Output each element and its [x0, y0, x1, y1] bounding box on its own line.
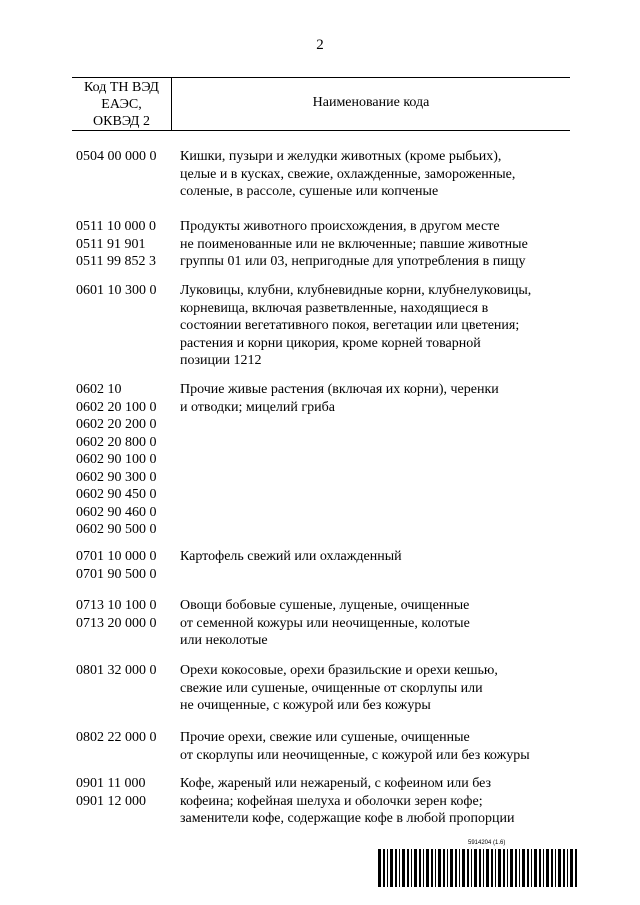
row-description: [180, 381, 572, 416]
barcode-bar: [527, 849, 529, 887]
description-line: Прочие орехи, свежие или сушеные, очищенные: [180, 730, 470, 745]
barcode-bar: [558, 849, 561, 887]
barcode-bar: [519, 849, 520, 887]
tnved-code: 0701 10 000 0: [76, 549, 157, 564]
header-code-line: ЕАЭС,: [101, 97, 142, 112]
row-codes: [76, 597, 180, 632]
description-line: Кишки, пузыри и желудки животных (кроме рыбьих),: [180, 149, 502, 164]
barcode-bar: [563, 849, 565, 887]
barcode-bar: [438, 849, 441, 887]
barcode-bar: [510, 849, 513, 887]
barcode-bar: [419, 849, 421, 887]
tnved-code: 0602 20 100 0: [76, 399, 157, 415]
barcode-bar: [435, 849, 436, 887]
barcode-bar: [479, 849, 481, 887]
barcode-bar: [474, 849, 477, 887]
barcode-bar: [491, 849, 493, 887]
description-line: Орехи кокосовые, орехи бразильские и орехи кешью,: [180, 663, 498, 678]
description-line: не очищенные, с кожурой или без кожуры: [180, 698, 431, 713]
barcode-bar: [395, 849, 397, 887]
barcode-bar: [402, 849, 405, 887]
description-line: целые и в кусках, свежие, охлажденные, замороженные,: [180, 166, 516, 182]
tnved-code: 0901 12 000: [76, 793, 146, 809]
row-description: [180, 775, 572, 828]
tnved-code: 0602 90 450 0: [76, 487, 157, 502]
barcode-label: 5914204 (1.6): [468, 840, 506, 846]
description-line: состоянии вегетативного покоя, вегетации или цветения;: [180, 318, 520, 333]
description-line: Луковицы, клубни, клубневидные корни, клубнелуковицы,: [180, 283, 532, 298]
description-line: растения и корни цикория, кроме корней товарной: [180, 335, 481, 351]
barcode-bar: [423, 849, 424, 887]
barcode-bar: [551, 849, 553, 887]
tnved-code: 0602 10: [76, 382, 122, 397]
description-line: от семенной кожуры или неочищенные, колотые: [180, 615, 470, 631]
barcode-bar: [495, 849, 496, 887]
header-top-rule: [72, 77, 570, 78]
tnved-code: 0602 90 100 0: [76, 452, 157, 467]
tnved-code: 0901 11 000: [76, 776, 146, 791]
barcode-bar: [443, 849, 445, 887]
barcode-bar: [486, 849, 489, 887]
barcode-bar: [399, 849, 400, 887]
tnved-code: 0713 10 100 0: [76, 598, 157, 613]
row-description: [180, 662, 572, 715]
barcode-bar: [570, 849, 573, 887]
barcode-bar: [539, 849, 541, 887]
row-description: [180, 548, 572, 566]
barcode-bar: [455, 849, 457, 887]
tnved-code: 0701 90 500 0: [76, 566, 157, 582]
description-line: заменители кофе, содержащие кофе в любой пропорции: [180, 811, 515, 826]
barcode-bar: [483, 849, 484, 887]
page-number: 2: [316, 37, 324, 53]
tnved-code: 0504 00 000 0: [76, 149, 157, 164]
header-name-column: Наименование кода: [312, 95, 430, 110]
barcode-bar: [450, 849, 453, 887]
header-bottom-rule: [72, 130, 570, 131]
row-codes: [76, 282, 180, 300]
barcode-bar: [575, 849, 577, 887]
barcode-bar: [471, 849, 472, 887]
barcode-bar: [498, 849, 501, 887]
row-codes: [76, 775, 180, 810]
tnved-code: 0602 20 200 0: [76, 417, 157, 432]
description-line: свежие или сушеные, очищенные от скорлупы или: [180, 680, 483, 696]
description-line: Кофе, жареный или нежареный, с кофеином или без: [180, 776, 492, 791]
tnved-code: 0713 20 000 0: [76, 615, 157, 631]
row-codes: [76, 729, 180, 747]
description-line: корневища, включая разветвленные, находящиеся в: [180, 300, 489, 316]
barcode-bar: [531, 849, 532, 887]
barcode-bar: [378, 849, 381, 887]
tnved-code: 0802 22 000 0: [76, 730, 157, 745]
row-codes: [76, 662, 180, 680]
row-codes: [76, 381, 180, 539]
barcode-bar: [567, 849, 568, 887]
description-line: соленые, в рассоле, сушеные или копченые: [180, 184, 439, 199]
description-line: Прочие живые растения (включая их корни), черенки: [180, 382, 499, 397]
row-codes: [76, 218, 180, 271]
description-line: Продукты животного происхождения, в другом месте: [180, 219, 500, 234]
row-description: [180, 282, 572, 370]
barcode-bar: [546, 849, 549, 887]
barcode-bar: [467, 849, 469, 887]
tnved-code: 0602 20 800 0: [76, 434, 157, 450]
barcode-bar: [459, 849, 460, 887]
barcode-bar: [414, 849, 417, 887]
tnved-code: 0601 10 300 0: [76, 283, 157, 298]
barcode-bar: [383, 849, 385, 887]
barcode-bar: [447, 849, 448, 887]
row-description: [180, 218, 572, 271]
barcode-bar: [411, 849, 412, 887]
description-line: не поименованные или не включенные; павшие животные: [180, 236, 528, 252]
row-description: [180, 148, 572, 201]
tnved-code: 0511 10 000 0: [76, 219, 156, 234]
tnved-code: 0602 90 460 0: [76, 504, 157, 520]
barcode-bar: [431, 849, 433, 887]
barcode-bar: [503, 849, 505, 887]
barcode-bar: [407, 849, 409, 887]
barcode-bar: [426, 849, 429, 887]
header-code-line: Код ТН ВЭД: [84, 80, 159, 95]
barcode-bar: [543, 849, 544, 887]
description-line: кофеина; кофейная шелуха и оболочки зерен кофе;: [180, 793, 483, 809]
tnved-code: 0801 32 000 0: [76, 663, 157, 678]
description-line: группы 01 или 03, непригодные для употребления в пищу: [180, 254, 526, 269]
header-code-line: ОКВЭД 2: [93, 114, 150, 129]
tnved-code: 0511 91 901: [76, 236, 146, 252]
description-line: и отводки; мицелий гриба: [180, 399, 335, 415]
barcode-bar: [390, 849, 393, 887]
barcode-bar: [555, 849, 556, 887]
barcode: [378, 840, 580, 890]
header-code-column: [72, 79, 171, 130]
barcode-bar: [515, 849, 517, 887]
description-line: Овощи бобовые сушеные, лущеные, очищенные: [180, 598, 470, 613]
row-description: [180, 597, 572, 650]
row-codes: [76, 148, 180, 166]
barcode-bar: [507, 849, 508, 887]
row-codes: [76, 548, 180, 583]
barcode-bar: [387, 849, 388, 887]
tnved-code: 0602 90 500 0: [76, 522, 157, 537]
barcode-bar: [534, 849, 537, 887]
barcode-image: [378, 849, 580, 887]
description-line: или неколотые: [180, 633, 268, 648]
description-line: от скорлупы или неочищенные, с кожурой или без кожуры: [180, 747, 530, 763]
row-description: [180, 729, 572, 764]
description-line: позиции 1212: [180, 353, 262, 368]
description-line: Картофель свежий или охлажденный: [180, 549, 402, 564]
barcode-bar: [522, 849, 525, 887]
tnved-code: 0511 99 852 3: [76, 254, 156, 269]
tnved-code: 0602 90 300 0: [76, 469, 157, 485]
barcode-bar: [462, 849, 465, 887]
